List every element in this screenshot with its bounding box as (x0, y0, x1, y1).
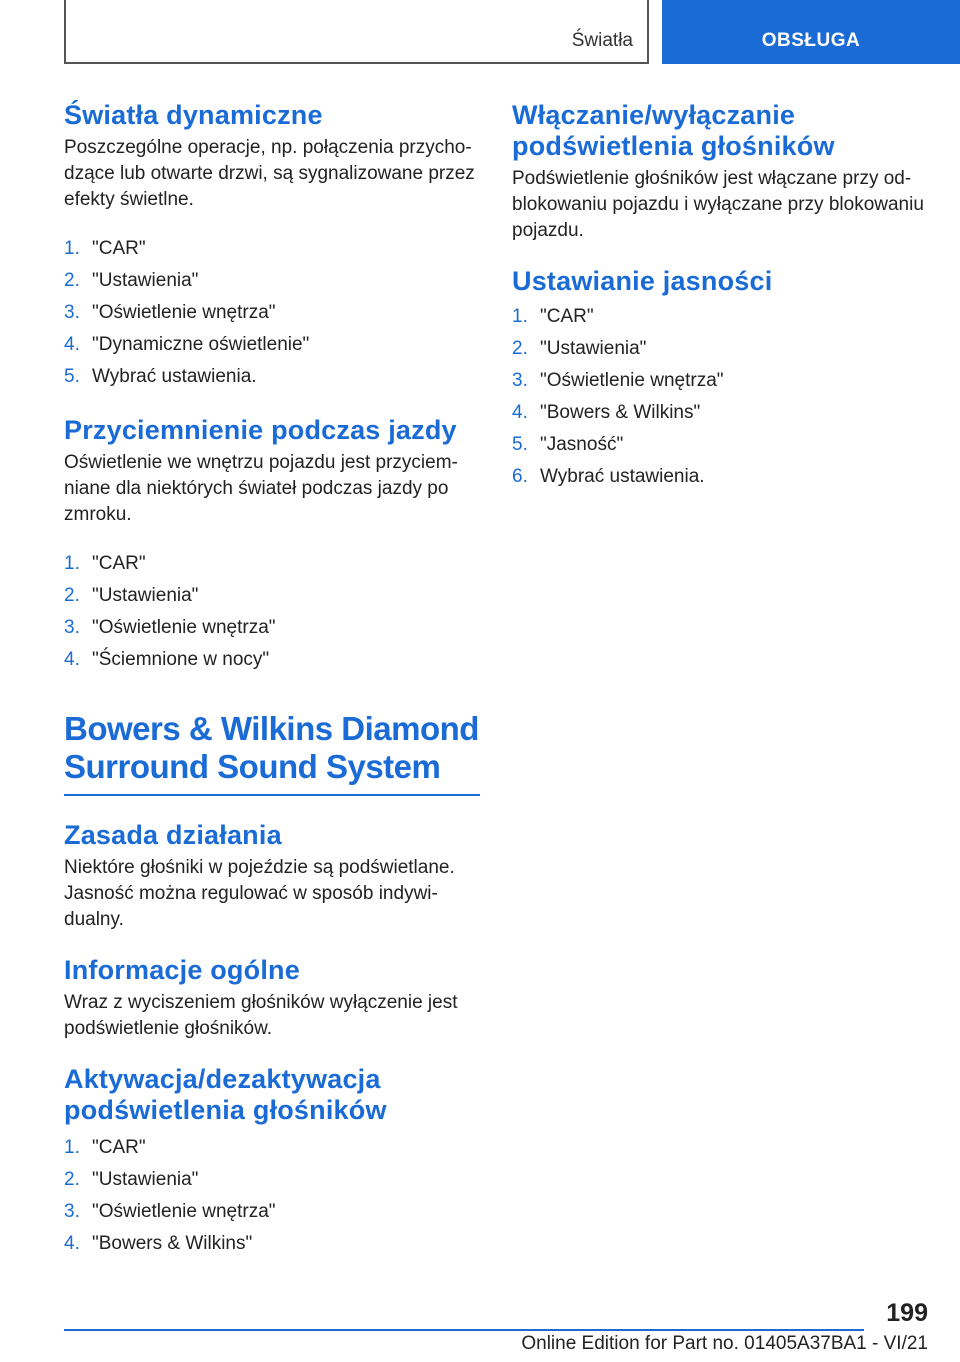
steps-list (64, 1132, 480, 1260)
steps-list (64, 233, 480, 393)
step-number: 2. (64, 270, 80, 291)
step-text: "CAR" (92, 238, 146, 259)
section-brightness (512, 266, 928, 493)
step-text: "CAR" (92, 553, 146, 574)
section-body: Niektóre głośniki w pojeździe są podświetlane. Jasność można regulować w sposób indywi-dualny. (64, 857, 455, 930)
step-text: "Ustawienia" (92, 270, 199, 291)
section-dynamic-lights (64, 100, 480, 393)
section-on-off-illumination (512, 100, 928, 244)
step-number: 1. (512, 306, 528, 327)
step-number: 3. (64, 302, 80, 323)
step-item (512, 365, 928, 397)
steps-list (64, 548, 480, 676)
step-number: 5. (512, 434, 528, 455)
step-number: 1. (64, 1137, 80, 1158)
right-column (512, 100, 928, 493)
step-text: Wybrać ustawienia. (92, 366, 257, 387)
step-number: 3. (64, 617, 80, 638)
step-item (512, 397, 928, 429)
footer-divider (64, 1329, 864, 1331)
step-text: "Oświetlenie wnętrza" (92, 617, 276, 638)
section-general-info (64, 955, 480, 1042)
running-header-chapter (662, 0, 960, 64)
step-number: 4. (64, 649, 80, 670)
step-number: 2. (64, 585, 80, 606)
footer-edition: Online Edition for Part no. 01405A37BA1 - VI/21 (521, 1333, 928, 1354)
step-text: "Bowers & Wilkins" (92, 1233, 253, 1254)
section-heading: Światła dynamiczne (64, 100, 323, 130)
section-activation (64, 1064, 480, 1260)
section-heading: Zasada działania (64, 820, 282, 850)
step-number: 4. (512, 402, 528, 423)
running-header-section (64, 0, 649, 64)
step-text: "Jasność" (540, 434, 624, 455)
step-item (64, 1196, 480, 1228)
step-item (512, 333, 928, 365)
step-text: "Ustawienia" (92, 1169, 199, 1190)
chapter-bowers-wilkins (64, 710, 480, 796)
step-number: 1. (64, 553, 80, 574)
step-number: 4. (64, 334, 80, 355)
step-item (512, 429, 928, 461)
step-item (64, 1164, 480, 1196)
step-number: 6. (512, 466, 528, 487)
step-text: Wybrać ustawienia. (540, 466, 705, 487)
step-item (64, 612, 480, 644)
step-item (512, 461, 928, 493)
step-item (64, 644, 480, 676)
section-heading: Włączanie/wyłączanie podświetlenia głośników (512, 100, 835, 161)
step-number: 2. (512, 338, 528, 359)
section-body: Podświetlenie głośników jest włączane przy od-blokowaniu pojazdu i wyłączane przy blokowaniu pojazdu. (512, 168, 924, 241)
page-number: 199 (886, 1299, 928, 1327)
step-item (64, 361, 480, 393)
chapter-divider (64, 794, 480, 796)
section-heading: Informacje ogólne (64, 955, 300, 985)
section-principle (64, 820, 480, 933)
step-item (512, 301, 928, 333)
section-dimming-while-driving (64, 415, 480, 676)
step-item (64, 1132, 480, 1164)
section-body: Poszczególne operacje, np. połączenia przycho-dzące lub otwarte drzwi, są sygnalizowane przez efekty świetlne. (64, 137, 475, 210)
step-text: "CAR" (540, 306, 594, 327)
step-number: 3. (64, 1201, 80, 1222)
step-text: "Oświetlenie wnętrza" (92, 302, 276, 323)
left-column (64, 100, 480, 1260)
step-text: "CAR" (92, 1137, 146, 1158)
step-text: "Ściemnione w nocy" (92, 649, 270, 670)
step-item (64, 297, 480, 329)
step-item (64, 1228, 480, 1260)
section-heading: Przyciemnienie podczas jazdy (64, 415, 457, 445)
section-body: Oświetlenie we wnętrzu pojazdu jest przyciem-niane dla niektórych świateł podczas jazdy po zmroku. (64, 452, 458, 525)
step-number: 2. (64, 1169, 80, 1190)
header-chapter-title: OBSŁUGA (761, 30, 861, 51)
step-number: 5. (64, 366, 80, 387)
steps-list (512, 301, 928, 493)
section-heading: Ustawianie jasności (512, 266, 773, 296)
chapter-heading: Bowers & Wilkins Diamond Surround Sound System (64, 710, 479, 785)
step-text: "Bowers & Wilkins" (540, 402, 701, 423)
step-item (64, 580, 480, 612)
step-number: 4. (64, 1233, 80, 1254)
section-heading: Aktywacja/dezaktywacja podświetlenia głośników (64, 1064, 387, 1125)
step-number: 3. (512, 370, 528, 391)
step-item (64, 548, 480, 580)
step-item (64, 329, 480, 361)
step-text: "Ustawienia" (92, 585, 199, 606)
section-body: Wraz z wyciszeniem głośników wyłączenie jest podświetlenie głośników. (64, 992, 458, 1039)
step-text: "Ustawienia" (540, 338, 647, 359)
step-item (64, 265, 480, 297)
step-item (64, 233, 480, 265)
step-number: 1. (64, 238, 80, 259)
header-section-title: Światła (571, 30, 633, 51)
step-text: "Dynamiczne oświetlenie" (92, 334, 310, 355)
step-text: "Oświetlenie wnętrza" (540, 370, 724, 391)
step-text: "Oświetlenie wnętrza" (92, 1201, 276, 1222)
